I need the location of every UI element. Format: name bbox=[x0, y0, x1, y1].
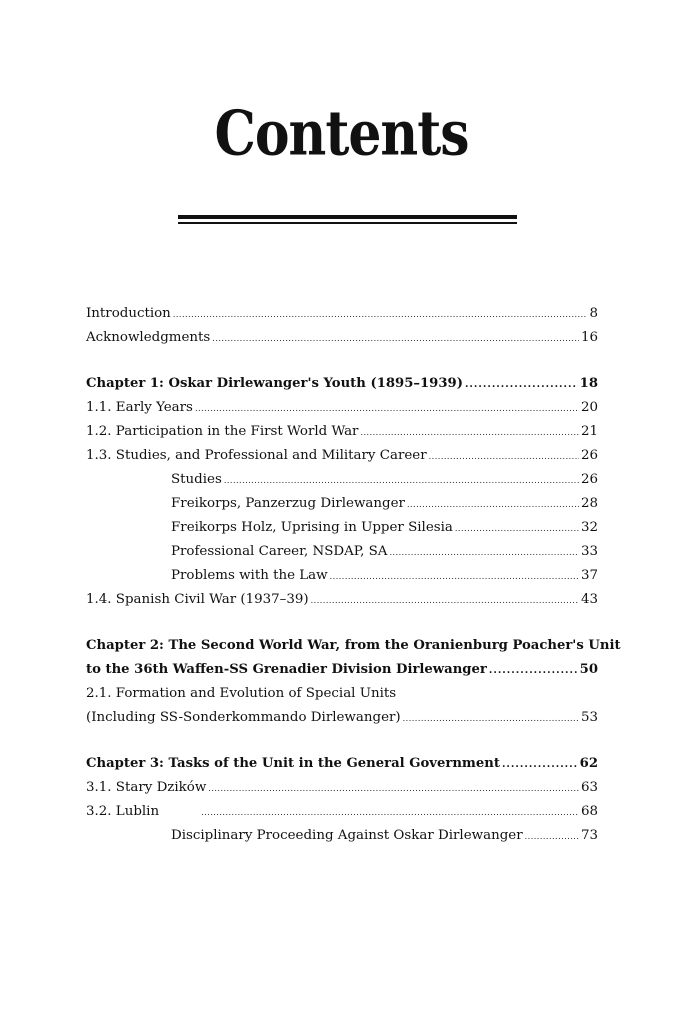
toc-entry-page: 33 bbox=[580, 544, 598, 559]
dot-leader bbox=[311, 589, 579, 613]
toc-subentry-freikorps-holz[interactable] bbox=[86, 516, 598, 540]
toc-entry-page: 28 bbox=[580, 496, 598, 511]
dot-leader bbox=[208, 777, 579, 801]
dot-leader bbox=[224, 469, 579, 493]
dot-leader bbox=[525, 825, 579, 849]
toc-entry-page: 68 bbox=[580, 804, 598, 819]
section-gap bbox=[86, 350, 598, 372]
dot-leader bbox=[212, 327, 579, 351]
dot-leader bbox=[502, 753, 578, 777]
toc-entry-page: 26 bbox=[580, 448, 598, 463]
dot-leader bbox=[403, 707, 579, 731]
toc-entry-chapter-1[interactable] bbox=[86, 372, 598, 396]
toc-entry-text: 1.3. Studies, and Professional and Military Career bbox=[86, 448, 427, 463]
toc-entry-2-1-line-1[interactable] bbox=[86, 682, 598, 706]
toc-entry-3-2[interactable] bbox=[86, 800, 598, 824]
toc-entry-text: Chapter 1: Oskar Dirlewanger's Youth (1895–1939) bbox=[86, 376, 463, 391]
toc-subentry-problems-with-law[interactable] bbox=[86, 564, 598, 588]
toc-entry-chapter-3[interactable] bbox=[86, 752, 598, 776]
toc-entry-text: Chapter 3: Tasks of the Unit in the General Government bbox=[86, 756, 500, 771]
toc-entry-text: Acknowledgments bbox=[86, 330, 211, 345]
dot-leader bbox=[195, 397, 579, 421]
toc-entry-page: 73 bbox=[580, 828, 598, 843]
toc-entry-text: Disciplinary Proceeding Against Oskar Dirlewanger bbox=[171, 828, 523, 843]
toc-entry-1-1[interactable] bbox=[86, 396, 598, 420]
title-rule-thin bbox=[178, 222, 517, 224]
toc-entry-page: 18 bbox=[579, 376, 598, 391]
toc-entry-page: 32 bbox=[580, 520, 598, 535]
toc-entry-page: 8 bbox=[589, 306, 598, 321]
toc-entry-text: Problems with the Law bbox=[171, 568, 328, 583]
title-rule-thick bbox=[178, 215, 517, 219]
dot-leader bbox=[360, 421, 578, 445]
toc-entry-page: 50 bbox=[579, 662, 598, 677]
toc-entry-page: 26 bbox=[580, 472, 598, 487]
toc-entry-text: 3.2. Lublin bbox=[86, 804, 160, 819]
dot-leader bbox=[173, 303, 588, 327]
toc-subentry-studies[interactable] bbox=[86, 468, 598, 492]
dot-leader bbox=[389, 541, 578, 565]
dot-leader bbox=[455, 517, 579, 541]
section-gap bbox=[86, 730, 598, 752]
toc-entry-1-2[interactable] bbox=[86, 420, 598, 444]
toc-entry-page: 20 bbox=[580, 400, 598, 415]
toc-entry-introduction[interactable] bbox=[86, 302, 598, 326]
toc-entry-page: 63 bbox=[580, 780, 598, 795]
dot-leader bbox=[201, 801, 579, 825]
dot-leader bbox=[489, 659, 578, 683]
dot-leader bbox=[429, 445, 579, 469]
toc-entry-2-1-line-2[interactable] bbox=[86, 706, 598, 730]
toc-subentry-freikorps-panzerzug[interactable] bbox=[86, 492, 598, 516]
toc-entry-text: 1.2. Participation in the First World War bbox=[86, 424, 359, 439]
toc-entry-text: 3.1. Stary Dzików bbox=[86, 780, 207, 795]
dot-leader bbox=[465, 373, 578, 397]
toc-entry-text: Professional Career, NSDAP, SA bbox=[171, 544, 388, 559]
toc-entry-page: 16 bbox=[580, 330, 598, 345]
toc-subentry-professional-career[interactable] bbox=[86, 540, 598, 564]
dot-leader bbox=[330, 565, 579, 589]
toc-entry-page: 43 bbox=[580, 592, 598, 607]
toc-entry-page: 21 bbox=[580, 424, 598, 439]
toc-entry-text: Freikorps, Panzerzug Dirlewanger bbox=[171, 496, 405, 511]
dot-leader bbox=[407, 493, 579, 517]
table-of-contents bbox=[86, 302, 621, 848]
toc-entry-1-3[interactable] bbox=[86, 444, 598, 468]
section-gap bbox=[86, 612, 598, 634]
toc-entry-page: 62 bbox=[579, 756, 598, 771]
toc-entry-page: 37 bbox=[580, 568, 598, 583]
toc-entry-acknowledgments[interactable] bbox=[86, 326, 598, 350]
toc-entry-chapter-2-line-2[interactable] bbox=[86, 658, 598, 682]
toc-entry-3-1[interactable] bbox=[86, 776, 598, 800]
toc-entry-text: 1.4. Spanish Civil War (1937–39) bbox=[86, 592, 309, 607]
toc-entry-text: 2.1. Formation and Evolution of Special Units bbox=[86, 686, 397, 701]
toc-entry-1-4[interactable] bbox=[86, 588, 598, 612]
toc-entry-text: Freikorps Holz, Uprising in Upper Silesia bbox=[171, 520, 453, 535]
page-title: Contents bbox=[214, 98, 469, 171]
toc-subentry-disciplinary-proceeding[interactable] bbox=[86, 824, 598, 848]
toc-entry-text: Introduction bbox=[86, 306, 171, 321]
toc-entry-chapter-2-line-1[interactable] bbox=[86, 634, 621, 658]
toc-entry-text: 1.1. Early Years bbox=[86, 400, 193, 415]
toc-entry-text: Studies bbox=[171, 472, 222, 487]
toc-entry-page: 53 bbox=[580, 710, 598, 725]
toc-entry-text: Chapter 2: The Second World War, from the Oranienburg Poacher's Unit bbox=[86, 638, 621, 653]
toc-entry-text: (Including SS-Sonderkommando Dirlewanger) bbox=[86, 710, 401, 725]
toc-entry-text: to the 36th Waffen-SS Grenadier Division Dirlewanger bbox=[86, 662, 487, 677]
